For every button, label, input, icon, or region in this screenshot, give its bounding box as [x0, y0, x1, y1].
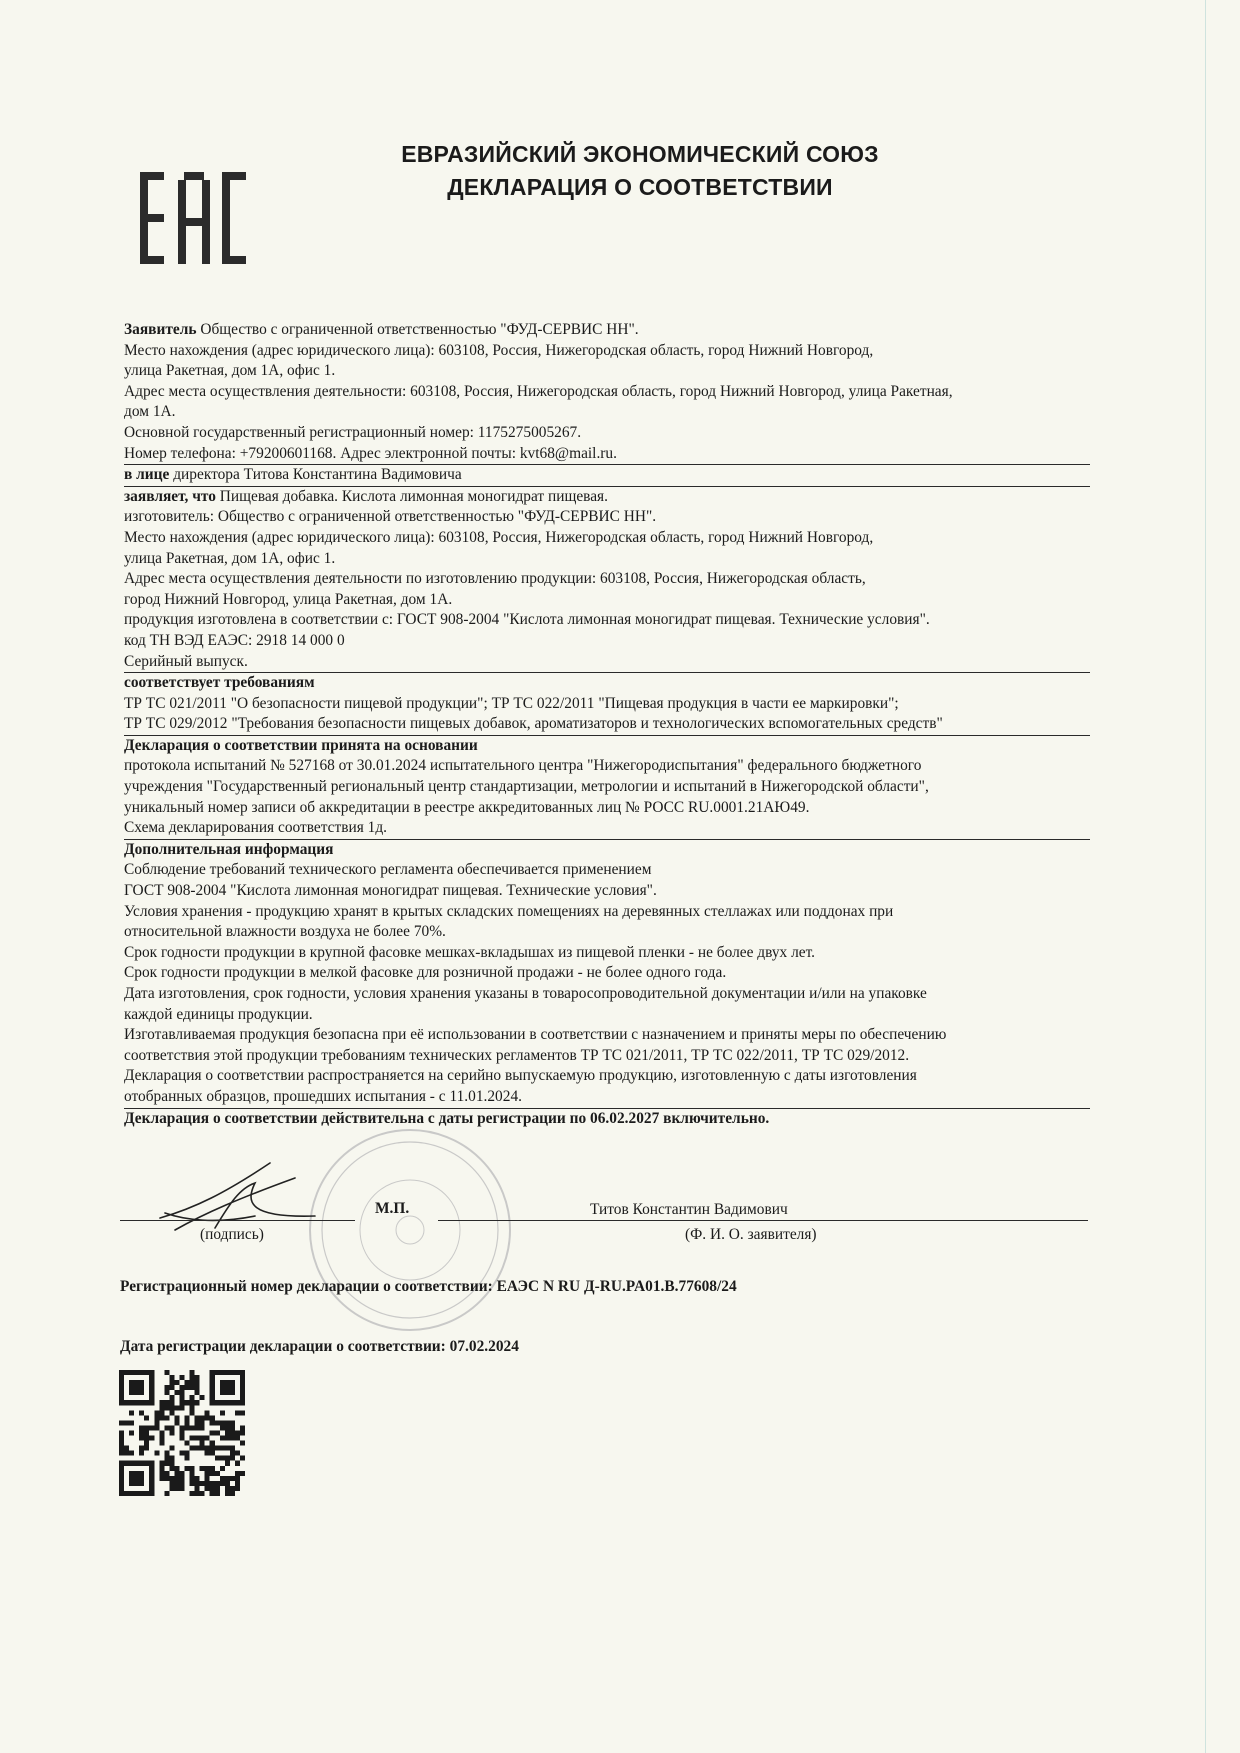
- applicant-legal-address-2: улица Ракетная, дом 1А, офис 1.: [124, 362, 336, 380]
- serial-release: Серийный выпуск.: [124, 652, 1090, 674]
- additional-label: Дополнительная информация: [124, 840, 334, 858]
- additional-line-10: соответствия этой продукции требованиям технических регламентов ТР ТС 021/2011, ТР ТС 022/2011, ТР ТС 029/2012.: [124, 1046, 910, 1064]
- applicant-legal-address-1: Место нахождения (адрес юридического лица): 603108, Россия, Нижегородская область, город Нижний Новгород,: [124, 341, 874, 359]
- requirements-line-1: ТР ТС 021/2011 "О безопасности пищевой продукции"; ТР ТС 022/2011 "Пищевая продукция в части ее маркировки";: [124, 694, 899, 712]
- requirements-label: соответствует требованиям: [124, 674, 315, 692]
- applicant-activity-address-1: Адрес места осуществления деятельности: 603108, Россия, Нижегородская область, город Нижний Новгород, улица Ракетная,: [124, 382, 953, 400]
- basis-line-1: протокола испытаний № 527168 от 30.01.2024 испытательного центра "Нижегородиспытания" федерального бюджетного: [124, 757, 922, 775]
- applicant-line: [124, 320, 1090, 341]
- qr-code-icon: [119, 1370, 245, 1496]
- applicant-name: Общество с ограниченной ответственностью "ФУД-СЕРВИС НН".: [196, 321, 639, 338]
- representative-value: директора Титова Константина Вадимовича: [169, 466, 462, 484]
- representative-label: в лице: [124, 466, 170, 484]
- applicant-contacts: Номер телефона: +79200601168. Адрес электронной почты: kvt68@mail.ru.: [124, 444, 1090, 466]
- applicant-ogrn: Основной государственный регистрационный номер: 1175275005267.: [124, 423, 582, 441]
- signer-name: Титов Константин Вадимович: [590, 1201, 788, 1218]
- additional-line-12: отобранных образцов, прошедших испытания - с 11.01.2024.: [124, 1087, 1090, 1109]
- applicant-activity-address-2: дом 1А.: [124, 403, 176, 421]
- additional-line-5: Срок годности продукции в крупной фасовке мешках-вкладышах из пищевой пленки - не более двух лет.: [124, 943, 816, 961]
- additional-line-9: Изготавливаемая продукция безопасна при её использовании в соответствии с назначением и приняты меры по обеспечению: [124, 1026, 947, 1044]
- name-line: [438, 1220, 1088, 1221]
- registration-number-label: Регистрационный номер декларации о соответствии:: [120, 1278, 497, 1295]
- basis-line-2: учреждения "Государственный региональный центр стандартизации, метрологии и испытаний в Нижегородской области",: [124, 778, 929, 796]
- manufacturer: изготовитель: Общество с ограниченной ответственностью "ФУД-СЕРВИС НН".: [124, 508, 657, 526]
- registration-number-value: ЕАЭС N RU Д-RU.PA01.B.77608/24: [496, 1278, 737, 1295]
- eac-mark-icon: [138, 170, 250, 266]
- additional-line-2: ГОСТ 908-2004 "Кислота лимонная моногидрат пищевая. Технические условия".: [124, 882, 657, 900]
- declaration-body: [124, 320, 1090, 1129]
- additional-line-6: Срок годности продукции в мелкой фасовке для розничной продажи - не более одного года.: [124, 964, 727, 982]
- additional-line-1: Соблюдение требований технического регламента обеспечивается применением: [124, 861, 652, 879]
- manufacturer-address-1: Место нахождения (адрес юридического лица): 603108, Россия, Нижегородская область, город Нижний Новгород,: [124, 528, 874, 546]
- manufacturer-address-2: улица Ракетная, дом 1А, офис 1.: [124, 549, 336, 567]
- name-caption: (Ф. И. О. заявителя): [685, 1226, 817, 1243]
- production-standard: продукция изготовлена в соответствии с: ГОСТ 908-2004 "Кислота лимонная моногидрат пищевая. Технические условия".: [124, 611, 930, 629]
- basis-line-3: уникальный номер записи об аккредитации в реестре аккредитованных лиц № РОСС RU.0001.21АЮ49.: [124, 798, 810, 816]
- applicant-label: Заявитель: [124, 321, 197, 338]
- declares-line: [124, 487, 1090, 508]
- declares-label: заявляет, что: [124, 487, 216, 505]
- representative-line: [124, 465, 1090, 487]
- header-title: ДЕКЛАРАЦИЯ О СООТВЕТСТВИИ: [447, 174, 833, 200]
- registration-date-label: Дата регистрации декларации о соответствии:: [120, 1338, 450, 1355]
- additional-line-4: относительной влажности воздуха не более 70%.: [124, 923, 446, 941]
- signature-line: [120, 1220, 355, 1221]
- document-header: [360, 138, 920, 204]
- additional-line-8: каждой единицы продукции.: [124, 1005, 313, 1023]
- additional-line-11: Декларация о соответствии распространяется на серийно выпускаемую продукцию, изготовленную с даты изготовления: [124, 1067, 917, 1085]
- additional-line-7: Дата изготовления, срок годности, условия хранения указаны в товаросопроводительной документации и/или на упаковке: [124, 985, 927, 1002]
- additional-line-3: Условия хранения - продукцию хранят в крытых складских помещениях на деревянных стеллажах или поддонах при: [124, 902, 894, 920]
- registration-date: [120, 1338, 519, 1356]
- basis-label: Декларация о соответствии принята на основании: [124, 736, 478, 754]
- hs-code: код ТН ВЭД ЕАЭС: 2918 14 000 0: [124, 631, 345, 649]
- basis-line-4: Схема декларирования соответствия 1д.: [124, 818, 1090, 840]
- scan-edge-line: [1205, 0, 1206, 1753]
- validity-statement: Декларация о соответствии действительна с даты регистрации по 06.02.2027 включительно.: [124, 1109, 770, 1127]
- requirements-line-2: ТР ТС 029/2012 "Требования безопасности пищевых добавок, ароматизаторов и технологических вспомогательных средств": [124, 714, 1090, 736]
- stamp-place-label: М.П.: [375, 1200, 410, 1217]
- signature-caption: (подпись): [200, 1226, 264, 1243]
- registration-date-value: 07.02.2024: [449, 1338, 519, 1355]
- production-address-1: Адрес места осуществления деятельности по изготовлению продукции: 603108, Россия, Нижегородская область,: [124, 570, 866, 588]
- signature-block: [120, 1190, 1090, 1250]
- registration-number: [120, 1278, 737, 1296]
- header-union: ЕВРАЗИЙСКИЙ ЭКОНОМИЧЕСКИЙ СОЮЗ: [401, 141, 879, 167]
- production-address-2: город Нижний Новгород, улица Ракетная, дом 1А.: [124, 590, 453, 608]
- product-name: Пищевая добавка. Кислота лимонная моногидрат пищевая.: [215, 487, 608, 505]
